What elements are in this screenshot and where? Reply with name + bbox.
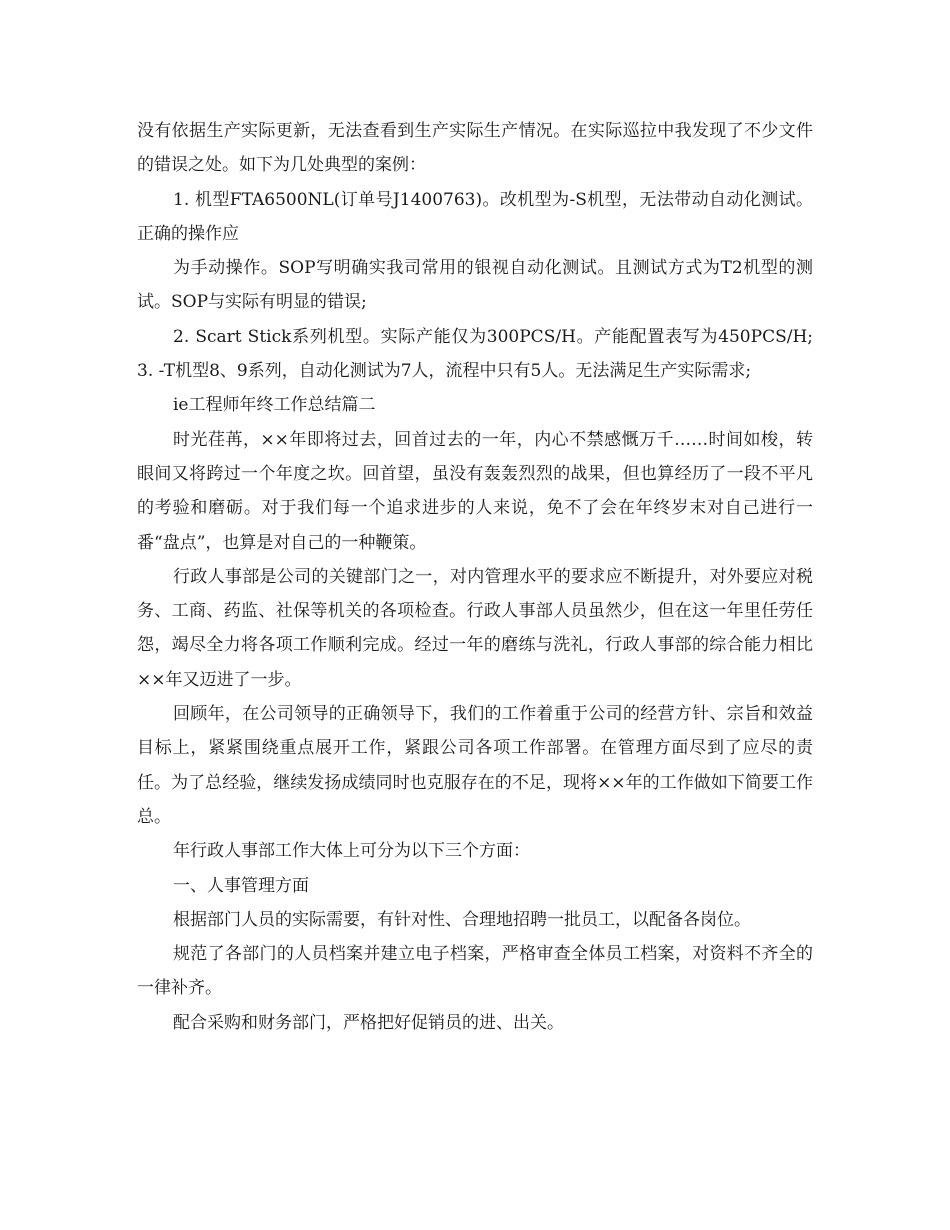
paragraph-8: 回顾年，在公司领导的正确领导下，我们的工作着重于公司的经营方针、宗旨和效益目标上，紧紧围绕重点展开工作，紧跟公司各项工作部署。在管理方面尽到了应尽的责任。为了总经验，继续发扬成绩同时也克服存在的不足，现将××年的工作做如下简要工作总。	[137, 704, 813, 827]
paragraph-1: 没有依据生产实际更新，无法查看到生产实际生产情况。在实际巡拉中我发现了不少文件的错误之处。如下为几处典型的案例：	[137, 121, 813, 176]
paragraph-3: 为手动操作。SOP写明确实我司常用的银视自动化测试。且测试方式为T2机型的测试。SOP与实际有明显的错误;	[137, 258, 813, 313]
paragraph-12: 规范了各部门的人员档案并建立电子档案，严格审查全体员工档案，对资料不齐全的一律补齐。	[137, 944, 813, 999]
paragraph-4: 2. Scart Stick系列机型。实际产能仅为300PCS/H。产能配置表写为450PCS/H; 3. -T机型8、9系列，自动化测试为7人，流程中只有5人。无法满足生产实际需求;	[137, 326, 813, 382]
document-page	[137, 114, 813, 1040]
subheading-personnel: 一、人事管理方面	[173, 875, 309, 896]
paragraph-9: 年行政人事部工作大体上可分为以下三个方面：	[173, 841, 530, 862]
paragraph-13: 配合采购和财务部门，严格把好促销员的进、出关。	[173, 1012, 564, 1033]
paragraph-6: 时光荏苒，××年即将过去，回首过去的一年，内心不禁感慨万千……时间如梭，转眼间又将跨过一个年度之坎。回首望，虽没有轰轰烈烈的战果，但也算经历了一段不平凡的考验和磨砺。对于我们每一个追求进步的人来说，免不了会在年终岁末对自己进行一番“盘点”，也算是对自己的一种鞭策。	[137, 429, 813, 553]
section-heading-2: ie工程师年终工作总结篇二	[173, 395, 376, 416]
paragraph-11: 根据部门人员的实际需要，有针对性、合理地招聘一批员工，以配备各岗位。	[173, 909, 751, 930]
paragraph-2: 1. 机型FTA6500NL(订单号J1400763)。改机型为-S机型，无法带动自动化测试。正确的操作应	[137, 189, 813, 244]
paragraph-7: 行政人事部是公司的关键部门之一，对内管理水平的要求应不断提升，对外要应对税务、工商、药监、社保等机关的各项检查。行政人事部人员虽然少，但在这一年里任劳任怨，竭尽全力将各项工作顺利完成。经过一年的磨练与洗礼，行政人事部的综合能力相比××年又迈进了一步。	[137, 566, 813, 690]
